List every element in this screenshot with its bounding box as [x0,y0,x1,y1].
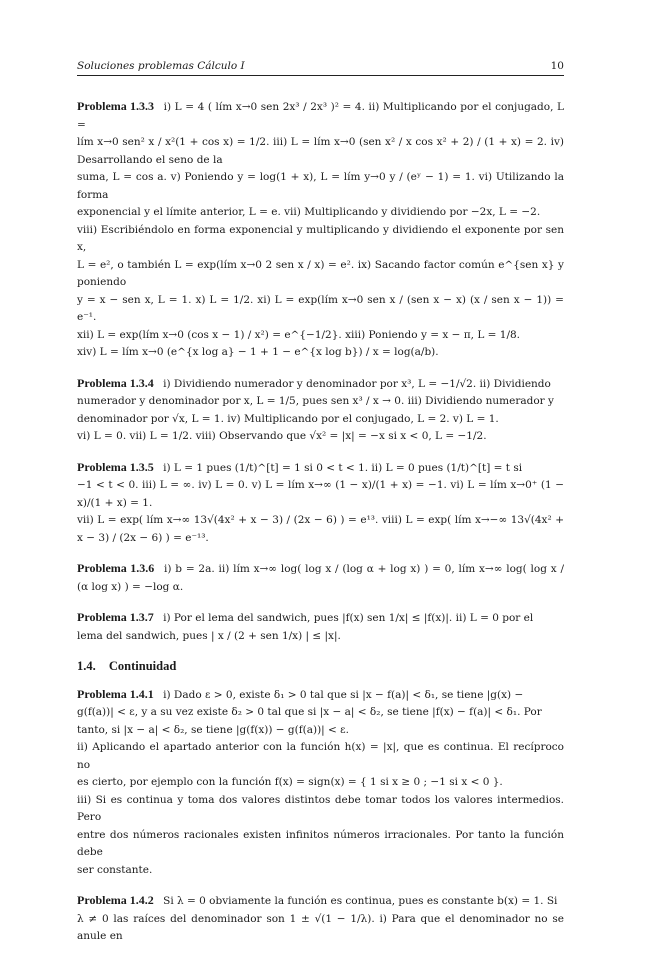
problem-text-line: ii) Aplicando el apartado anterior con la función h(x) = |x|, que es continua. El recíproco no [77,741,564,771]
problem-text-line: entre dos números racionales existen infinitos números irracionales. Por tanto la función debe [77,828,564,858]
problem-heading: Problema 1.4.1 [77,686,154,701]
problem-text-line: xiv) L = lím x→0 (e^{x log a} − 1 + 1 − e^{x log b}) / x = log(a/b). [77,346,439,358]
problem-text-line: Si λ = 0 obviamente la función es continua, pues es constante b(x) = 1. Si [163,895,558,907]
problem-heading: Problema 1.4.2 [77,893,154,907]
problem-text-line: i) b = 2a. ii) lím x→∞ log( log x / (log α + log x) ) = 0, lím x→∞ log( log x / (α log x) ) = −log α. [77,563,564,593]
problem-text-line: es cierto, por ejemplo con la función f(x) = sign(x) = { 1 si x ≥ 0 ; −1 si x < 0 }. [77,776,503,788]
problem-text-line: numerador y denominador por x, L = 1/5, pues sen x³ / x → 0. iii) Dividiendo numerador y [77,395,554,407]
problem-text-line: λ ≠ 0 las raíces del denominador son 1 ± √(1 − 1/λ). i) Para que el denominador no se anule en [77,912,564,942]
problem-1-3-6 [77,560,564,596]
problem-text-line: i) Dado ε > 0, existe δ₁ > 0 tal que si |x − f(a)| < δ₁, se tiene |g(x) − [163,688,524,701]
problem-text-line: vi) L = 0. vii) L = 1/2. viii) Observando que √x² = |x| = −x si x < 0, L = −1/2. [77,430,487,442]
problem-text-line: L = e², o también L = exp(lím x→0 2 sen x / x) = e². ix) Sacando factor común e^{sen x} y poniendo [77,258,564,288]
problem-text-line: i) L = 1 pues (1/t)^[t] = 1 si 0 < t < 1. ii) L = 0 pues (1/t)^[t] = t si [163,461,523,474]
problem-1-4-1 [77,686,564,880]
problem-text-line: lím x→0 sen² x / x²(1 + cos x) = 1/2. iii) L = lím x→0 (sen x² / x cos x² + 2) / (1 + x) = 2. iv) Desarrollando el seno de la [77,136,564,166]
problem-text-line: viii) Escribiéndolo en forma exponencial y multiplicando y dividiendo el exponente por sen x, [77,223,564,253]
problem-text-line: i) L = 4 ( lím x→0 sen 2x³ / 2x³ )² = 4. ii) Multiplicando por el conjugado, L = [77,101,564,131]
problem-text-line: xii) L = exp(lím x→0 (cos x − 1) / x²) = e^{−1/2}. xiii) Poniendo y = x − π, L = 1/8. [77,328,520,341]
problem-1-3-7 [77,609,564,645]
problem-text-line: suma, L = cos a. v) Poniendo y = log(1 + x), L = lím y→0 y / (eʸ − 1) = 1. vi) Utilizando la forma [77,171,564,201]
problem-text-line: ser constante. [77,863,153,876]
problem-text-line: i) Dividiendo numerador y denominador por x³, L = −1/√2. ii) Dividiendo [163,377,551,390]
page-body [77,98,564,959]
problem-text-line: lema del sandwich, pues | x / (2 + sen 1/x) | ≤ |x|. [77,629,341,642]
section-number: 1.4. [77,659,96,673]
problem-heading: Problema 1.3.3 [77,99,155,113]
problem-1-3-3 [77,98,564,362]
running-title: Soluciones problemas Cálculo I [77,60,245,72]
problem-heading: Problema 1.3.4 [77,375,154,390]
problem-1-4-2 [77,892,564,946]
problem-1-3-4 [77,375,564,446]
problem-text-line: vii) L = exp( lím x→∞ 13√(4x² + x − 3) / (2x − 6) ) = e¹³. viii) L = exp( lím x→−∞ 13√(4x² + x − 3) / (2x − 6) ) = e⁻¹³. [77,514,564,544]
problem-text-line: exponencial y el límite anterior, L = e. vii) Multiplicando y dividiendo por −2x, L = −2. [77,206,541,218]
problem-text-line: tanto, si |x − a| < δ₂, se tiene |g(f(x)) − g(f(a))| < ε. [77,723,349,736]
problem-heading: Problema 1.3.7 [77,610,154,624]
problem-text-line: denominador por √x, L = 1. iv) Multiplicando por el conjugado, L = 2. v) L = 1. [77,412,499,425]
section-heading [77,658,564,676]
problem-1-3-5 [77,459,564,548]
section-title: Continuidad [108,659,177,673]
problem-text-line: iii) Si es continua y toma dos valores distintos debe tomar todos los valores intermedios. Pero [77,793,564,823]
problem-text-line: i) Por el lema del sandwich, pues |f(x) sen 1/x| ≤ |f(x)|. ii) L = 0 por el [163,612,534,624]
problem-heading: Problema 1.3.6 [77,561,155,575]
page-number: 10 [550,60,564,72]
running-header [77,60,564,76]
problem-text-line: −1 < t < 0. iii) L = ∞. iv) L = 0. v) L = lím x→∞ (1 − x)/(1 + x) = −1. vi) L = lím x→0⁺ (1 − x)/(1 + x) = 1. [77,479,564,509]
problem-text-line: y = x − sen x, L = 1. x) L = 1/2. xi) L = exp(lím x→0 sen x / (sen x − x) (x / sen x − 1)) = e⁻¹. [77,293,564,323]
problem-heading: Problema 1.3.5 [77,459,154,474]
problem-text-line: g(f(a))| < ε, y a su vez existe δ₂ > 0 tal que si |x − a| < δ₂, se tiene |f(x) − f(a)| < δ₁. Por [77,706,542,718]
